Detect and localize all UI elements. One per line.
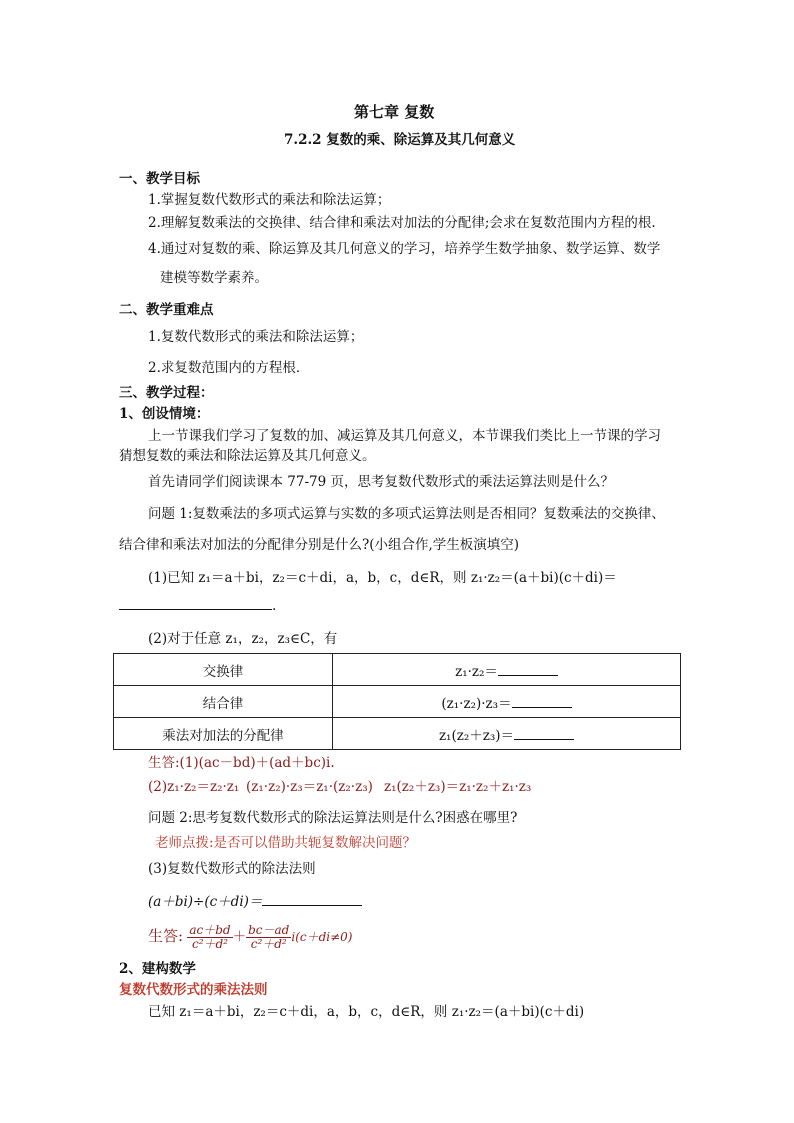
subsection-heading: 1、创设情境：	[119, 406, 210, 422]
section1-heading: 一、教学目标	[119, 171, 200, 187]
teacher-hint: 老师点拨:是否可以借助共轭复数解决问题？	[155, 835, 417, 851]
question-2: 问题 2:思考复数代数形式的除法运算法则是什么?困惑在哪里?	[148, 810, 518, 826]
objective-item: 2.理解复数乘法的交换律、结合律和乘法对加法的分配律;会求在复数范围内方程的根.	[148, 215, 656, 231]
subsection-heading: 2、建构数学	[119, 961, 196, 977]
law-name: 结合律	[114, 686, 333, 718]
student-answer-2c: z₁(z₂＋z₃)＝z₁·z₂＋z₁·z₃	[384, 779, 532, 795]
page-title: 第七章 复数	[354, 103, 435, 121]
student-answer-2b: (z₁·z₂)·z₃＝z₁·(z₂·z₃)	[246, 779, 373, 795]
question-1: 问题 1:复数乘法的多项式运算与实数的多项式运算法则是否相同？复数乘法的交换律、	[148, 506, 665, 522]
paragraph-line: 上一节课我们学习了复数的加、减运算及其几何意义，本节课我们类比上一节课的学习	[148, 428, 661, 444]
problem-2: (2)对于任意 z₁，z₂，z₃∈C，有	[148, 631, 338, 647]
fraction-real: $\frac{ac+bd}{\text{c²＋d²}}$	[189, 923, 231, 951]
fraction-imag: $\frac{bc-ad}{\text{c²＋d²}}$	[248, 923, 290, 951]
rule-text: 已知 z₁＝a＋bi，z₂＝c＋di，a，b，c，d∈R，则 z₁·z₂＝(a＋bi)(c＋di)	[148, 1004, 585, 1020]
section3-heading: 三、教学过程：	[119, 385, 214, 401]
law-name: 交换律	[114, 654, 333, 686]
law-name: 乘法对加法的分配律	[114, 718, 333, 750]
law-formula: z₁(z₂＋z₃)＝	[333, 718, 681, 750]
problem-1: (1)已知 z₁＝a＋bi，z₂＝c＋di，a，b，c，d∈R，则 z₁·z₂＝(a＋bi)(c＋di)＝	[148, 570, 617, 586]
page-subtitle: 7.2.2 复数的乘、除运算及其几何意义	[284, 132, 516, 148]
student-answer-2a: (2)z₁·z₂＝z₂·z₁	[148, 779, 240, 795]
paragraph-line: 首先请同学们阅读课本 77-79 页，思考复数代数形式的乘法运算法则是什么？	[148, 474, 614, 490]
student-answer-1: 生答:(1)(ac－bd)＋(ad＋bc)i.	[148, 755, 335, 771]
law-formula: z₁·z₂＝	[333, 654, 681, 686]
answer-blank-line: .	[119, 597, 276, 615]
objective-item: 4.通过对复数的乘、除运算及其几何意义的学习，培养学生数学抽象、数学运算、数学	[148, 241, 661, 257]
paragraph-line: 猜想复数的乘法和除法运算及其几何意义。	[119, 448, 376, 464]
table-row	[114, 654, 681, 686]
laws-table	[113, 653, 681, 750]
law-formula: (z₁·z₂)·z₃＝	[333, 686, 681, 718]
question-1-cont: 结合律和乘法对加法的分配律分别是什么?(小组合作,学生板演填空)	[119, 537, 520, 553]
problem-3: (3)复数代数形式的除法法则	[148, 861, 316, 877]
objective-item: 1.掌握复数代数形式的乘法和除法运算；	[148, 192, 391, 208]
division-formula: (a＋bi)÷(c＋di)＝	[148, 893, 362, 911]
rule-heading: 复数代数形式的乘法法则	[119, 982, 268, 998]
student-answer-3: 生答: $\frac{ac+bd}{\text{c²＋d²}}$ ＋ $\frac{bc-ad}{\text{c²＋d²}}$ i(c＋di≠0)	[148, 923, 353, 951]
table-row	[114, 686, 681, 718]
objective-item: 建模等数学素养。	[160, 270, 268, 286]
keypoint-item: 1.复数代数形式的乘法和除法运算；	[148, 329, 364, 345]
table-row	[114, 718, 681, 750]
section2-heading: 二、教学重难点	[119, 302, 214, 318]
keypoint-item: 2.求复数范围内的方程根．	[148, 360, 310, 376]
